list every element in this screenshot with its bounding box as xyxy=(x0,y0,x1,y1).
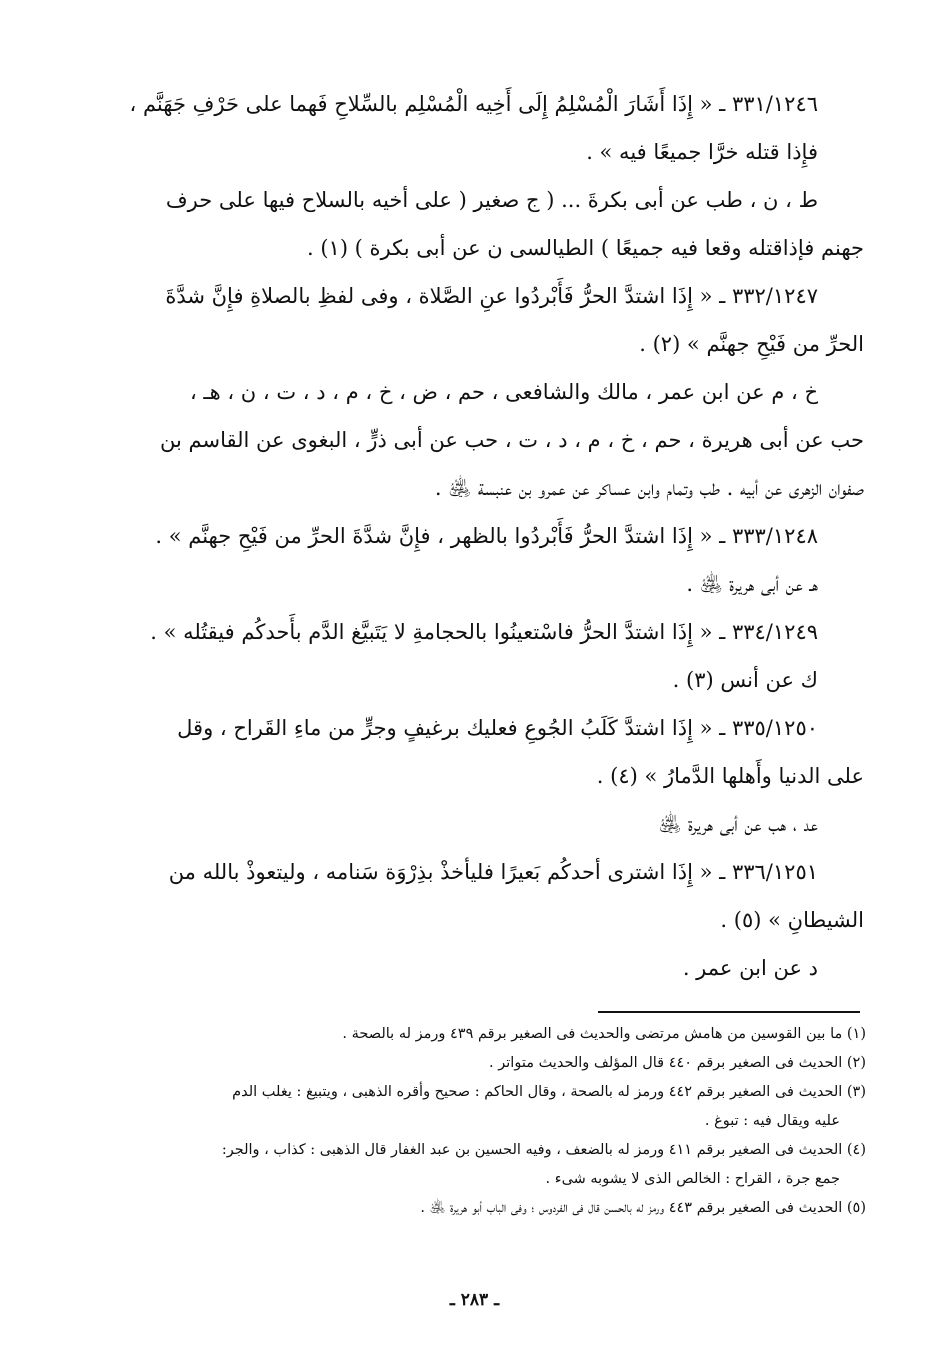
footnotes xyxy=(92,1020,866,1223)
footnote-line: عليه ويقال فيه : تبوغ . xyxy=(704,1113,840,1129)
hadith-entry-1248 xyxy=(96,512,864,560)
text-line: ٣٣٣/١٢٤٨ ـ « إِذَا اشتدَّ الحرُّ فَأَبْردُوا بالظهر ، فإِنَّ شدَّةَ الحرِّ من فَيْحِ جهنَّم » . xyxy=(155,524,818,548)
text-line: فإِذا قتله خرَّا جميعًا فيه » . xyxy=(586,140,818,164)
footnote-line: (٢) الحديث فى الصغير برقم ٤٤٠ قال المؤلف والحديث متواتر . xyxy=(489,1055,866,1071)
text-line: الحرِّ من فَيْحِ جهنَّم » (٢) . xyxy=(639,332,864,356)
text-line: ٣٣١/١٢٤٦ ـ « إِذَا أَشَارَ الْمُسْلِمُ إِلَى أَخِيه الْمُسْلِم بالسِّلاحِ فَهما على حَرْفِ جَهَنَّم ، xyxy=(129,92,818,116)
footnote-line: (١) ما بين القوسين من هامش مرتضى والحديث فى الصغير برقم ٤٣٩ ورمز له بالصحة . xyxy=(342,1026,866,1042)
source-note-1249 xyxy=(96,656,864,704)
footnote-divider xyxy=(598,1011,860,1013)
page-number: ـ ٢٨٣ ـ xyxy=(449,1290,500,1310)
text-line: هـ عن أبى هريرة ﵁ . xyxy=(686,572,818,596)
text-line: ٣٣٢/١٢٤٧ ـ « إِذَا اشتدَّ الحرُّ فَأَبْردُوا عنِ الصَّلاة ، وفى لفظِ بالصلاةِ فإِنَّ شدَّةَ xyxy=(165,284,818,308)
text-line: ك عن أنس (٣) . xyxy=(672,668,818,692)
text-line: على الدنيا وأَهلها الدَّمارُ » (٤) . xyxy=(596,764,864,788)
main-text xyxy=(96,80,864,992)
text-line: حب عن أبى هريرة ، حم ، خ ، م ، د ، ت ، حب عن أبى ذرٍّ ، البغوى عن القاسم بن xyxy=(160,428,864,452)
footnote-3 xyxy=(92,1078,866,1136)
footnote-1 xyxy=(92,1020,866,1049)
hadith-entry-1247 xyxy=(96,272,864,368)
text-line: الشيطانِ » (٥) . xyxy=(720,908,864,932)
footnote-line: (٤) الحديث فى الصغير برقم ٤١١ ورمز له بالضعف ، وفيه الحسين بن عبد الغفار قال الذهبى : كذاب ، والجر: xyxy=(221,1142,866,1158)
text-line: ٣٣٥/١٢٥٠ ـ « إِذَا اشتدَّ كَلَبُ الجُوعِ فعليك برغيفٍ وجرٍّ من ماءِ القَراح ، وقل xyxy=(177,716,818,740)
text-line: ٣٣٤/١٢٤٩ ـ « إِذَا اشتدَّ الحرُّ فاسْتعينُوا بالحجامةِ لا يَتَبيَّغ الدَّم بأَحدكُم فيقتُله » . xyxy=(150,620,818,644)
footnote-4 xyxy=(92,1136,866,1194)
text-line: خ ، م عن ابن عمر ، مالك والشافعى ، حم ، ض ، خ ، م ، د ، ت ، ن ، هـ ، xyxy=(189,380,818,404)
hadith-entry-1250 xyxy=(96,704,864,800)
hadith-entry-1249 xyxy=(96,608,864,656)
hadith-entry-1246 xyxy=(96,80,864,176)
footnote-2 xyxy=(92,1049,866,1078)
text-line: صفوان الزهرى عن أبيه . طب وتمام وابن عساكر عن عمرو بن عنبسة ﵁ . xyxy=(434,476,864,500)
source-note-1246 xyxy=(96,176,864,272)
source-note-1247 xyxy=(96,368,864,512)
text-line: ط ، ن ، طب عن أبى بكرةَ ... ( ج صغير ( على أخيه بالسلاح فيها على حرف xyxy=(165,188,818,212)
footnote-5 xyxy=(92,1194,866,1223)
footnote-line: (٣) الحديث فى الصغير برقم ٤٤٢ ورمز له بالصحة ، وقال الحاكم : صحيح وأقره الذهبى ، ويتبيغ : يغلب الدم xyxy=(232,1084,866,1100)
hadith-entry-1251 xyxy=(96,848,864,944)
text-line: ٣٣٦/١٢٥١ ـ « إِذَا اشترى أحدكُم بَعيرًا فليأخذْ بذِرْوَة سَنامه ، وليتعوذْ بالله من xyxy=(168,860,818,884)
source-note-1251 xyxy=(96,944,864,992)
footnote-line: (٥) الحديث فى الصغير برقم ٤٤٣ ورمز له بالحسن قال فى الفردوس ؛ وفى الباب أبو هريرة ﵁ . xyxy=(420,1200,866,1216)
text-line: جهنم فإذاقتله وقعا فيه جميعًا ) الطيالسى ن عن أبى بكرة ) (١) . xyxy=(306,236,864,260)
source-note-1250 xyxy=(96,800,864,848)
text-line: د عن ابن عمر . xyxy=(682,956,818,980)
footnote-line: جمع جرة ، القراح : الخالص الذى لا يشوبه شىء . xyxy=(545,1171,840,1187)
source-note-1248 xyxy=(96,560,864,608)
text-line: عد ، هب عن أبى هريرة ﵁ xyxy=(658,812,818,836)
